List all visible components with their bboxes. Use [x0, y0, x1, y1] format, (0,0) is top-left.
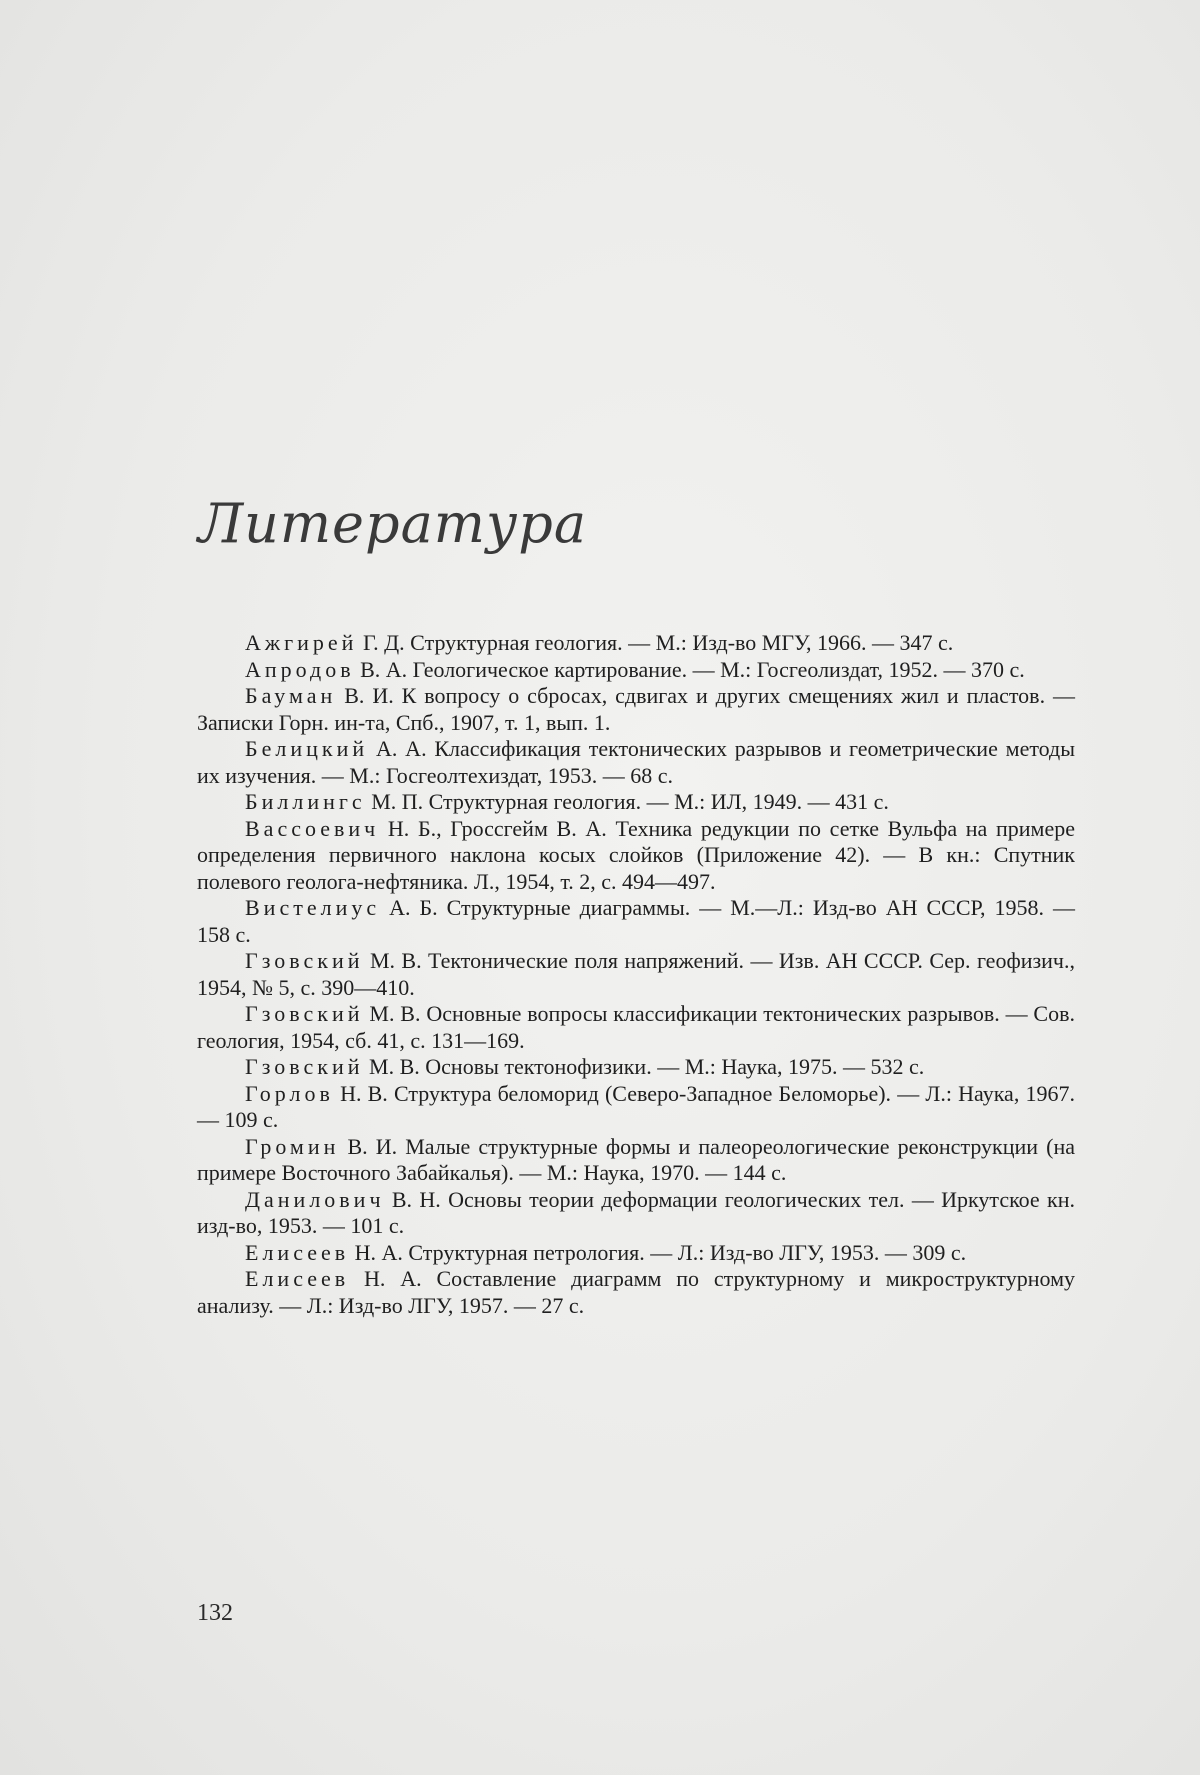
reference-item: [197, 895, 1075, 948]
reference-item: [197, 1054, 1075, 1081]
reference-item: [197, 1081, 1075, 1134]
reference-details: В. И. Малые структурные формы и палеореологические реконструкции (на примере Восточного Забайкалья). — М.: Наука, 1970. — 144 с.: [197, 1133, 1075, 1185]
reference-details: В. И. К вопросу о сбросах, сдвигах и других смещениях жил и пластов. — Записки Горн. ин-та, Спб., 1907, т. 1, вып. 1.: [197, 683, 1075, 735]
reference-item: [197, 657, 1075, 684]
reference-details: В. Н. Основы теории деформации геологических тел. — Иркутское кн. изд-во, 1953. — 101 с.: [197, 1186, 1075, 1238]
reference-author: Гзовский: [245, 1001, 364, 1026]
reference-item: [197, 1187, 1075, 1240]
reference-item: [197, 1001, 1075, 1054]
reference-details: М. П. Структурная геология. — М.: ИЛ, 1949. — 431 с.: [365, 789, 889, 814]
reference-author: Апродов: [245, 656, 355, 682]
reference-author: Гзовский: [245, 948, 364, 973]
reference-item: [197, 1240, 1075, 1267]
reference-details: Н. В. Структура беломорид (Северо-Западное Беломорье). — Л.: Наука, 1967. — 109 с.: [197, 1080, 1075, 1132]
reference-author: Гзовский: [245, 1054, 364, 1079]
reference-author: Бауман: [245, 683, 337, 708]
reference-author: Данилович: [245, 1186, 385, 1212]
reference-item: [197, 816, 1075, 896]
reference-item: [197, 1134, 1075, 1187]
reference-details: А. А. Классификация тектонических разрывов и геометрические методы их изучения. — М.: Госгеолтехиздат, 1953. — 68 с.: [197, 736, 1075, 788]
reference-item: [197, 948, 1075, 1001]
reference-item: [197, 1266, 1075, 1319]
reference-item: [197, 789, 1075, 816]
reference-author: Ажгирей: [245, 630, 358, 655]
reference-item: [197, 683, 1075, 736]
reference-list: [197, 630, 1075, 1319]
reference-author: Белицкий: [245, 736, 369, 761]
reference-details: Г. Д. Структурная геология. — М.: Изд-во МГУ, 1966. — 347 с.: [357, 630, 954, 655]
reference-details: Н. Б., Гроссгейм В. А. Техника редукции по сетке Вульфа на примере определения первичного наклона косых слойков (Приложение 42). — В кн.: Спутник полевого геолога-нефтяника. Л., 1954, т. 2, с. 494—497.: [197, 815, 1075, 894]
reference-item: [197, 736, 1075, 789]
reference-details: А. Б. Структурные диаграммы. — М.—Л.: Изд-во АН СССР, 1958. — 158 с.: [197, 895, 1075, 947]
page-number: 132: [197, 1600, 233, 1626]
reference-details: В. А. Геологическое картирование. — М.: Госгеолиздат, 1952. — 370 с.: [354, 656, 1025, 682]
reference-author: Биллингс: [245, 789, 366, 814]
reference-details: М. В. Основные вопросы классификации тектонических разрывов. — Сов. геология, 1954, сб. 41, с. 131—169.: [197, 1001, 1075, 1053]
reference-author: Громин: [245, 1133, 340, 1159]
reference-item: [197, 630, 1075, 657]
reference-author: Елисеев: [245, 1266, 350, 1291]
reference-author: Вассоевич: [245, 815, 380, 841]
reference-details: М. В. Тектонические поля напряжений. — Изв. АН СССР. Сер. геофизич., 1954, № 5, с. 390—410.: [197, 948, 1075, 1000]
reference-author: Горлов: [245, 1080, 334, 1106]
reference-author: Вистелиус: [245, 895, 381, 920]
reference-author: Елисеев: [245, 1239, 350, 1265]
page-heading: Литература: [198, 492, 588, 555]
reference-details: М. В. Основы тектонофизики. — М.: Наука, 1975. — 532 с.: [363, 1054, 925, 1079]
reference-details: Н. А. Составление диаграмм по структурному и микроструктурному анализу. — Л.: Изд-во ЛГУ, 1957. — 27 с.: [197, 1266, 1075, 1318]
reference-details: Н. А. Структурная петрология. — Л.: Изд-во ЛГУ, 1953. — 309 с.: [349, 1239, 967, 1265]
